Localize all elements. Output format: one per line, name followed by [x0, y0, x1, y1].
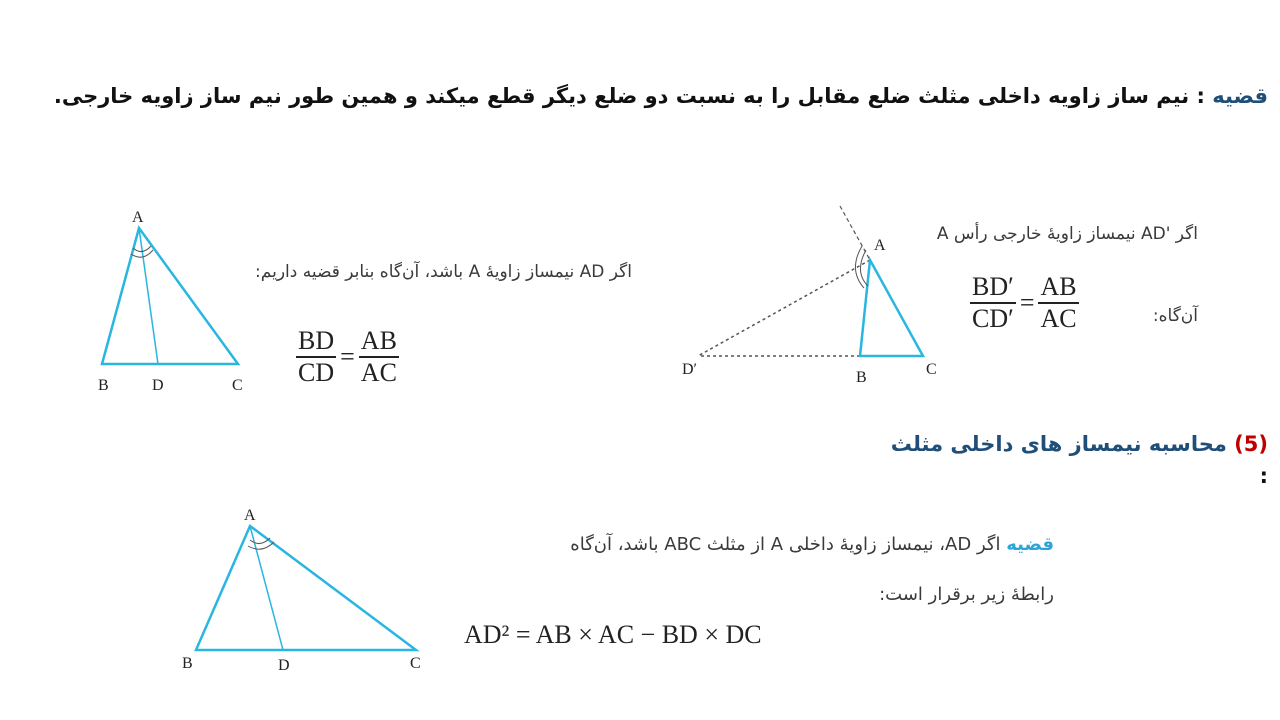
theorem-line-1-text: اگر AD، نیمساز زاویهٔ داخلی A از مثلث ABC باشد، آن‌گاه: [570, 534, 1001, 555]
label-c-ext: C: [926, 361, 937, 378]
label-c: C: [232, 377, 243, 394]
frac-den-cd-prime: CD′: [972, 304, 1014, 333]
equals-sign: =: [340, 342, 355, 371]
external-then: آن‌گاه:: [1152, 306, 1198, 326]
label-d-prime: D′: [682, 361, 698, 378]
label-a: A: [132, 209, 144, 226]
internal-ratio: [296, 326, 399, 388]
theorem-triangle-figure: [178, 500, 438, 690]
section-5-heading: [891, 428, 1268, 492]
theorem-panel: [178, 500, 1058, 690]
section-number: (5): [1234, 432, 1268, 456]
label-c-theorem: C: [410, 655, 421, 672]
frac-den-cd: CD: [298, 358, 335, 387]
theorem-line-2: رابطهٔ زیر برقرار است:: [879, 584, 1054, 605]
triangle-abc-theorem: [196, 526, 416, 650]
label-b-ext: B: [856, 369, 867, 386]
frac-num-bd: BD: [296, 326, 336, 358]
frac-den-ac: AC: [360, 358, 397, 387]
label-a-theorem: A: [244, 507, 256, 524]
frac-den-ac-ext: AC: [1040, 304, 1077, 333]
heading-colon: :: [1189, 84, 1213, 108]
theorem-heading: [18, 84, 1268, 108]
dotted-ad-prime: [698, 260, 870, 356]
theorem-term: قضیه: [1006, 534, 1054, 555]
internal-bisector-panel: [92, 200, 652, 400]
bisector-ad-theorem: [250, 526, 283, 650]
label-b: B: [98, 377, 109, 394]
external-sentence: اگر 'AD نیمساز زاویهٔ خارجی رأس A: [936, 224, 1198, 244]
label-d-theorem: D: [278, 657, 290, 674]
label-a-ext: A: [874, 237, 886, 254]
section-colon: :: [1259, 464, 1268, 488]
external-triangle-figure: [680, 198, 950, 398]
frac-num-ab-ext: AB: [1038, 272, 1078, 304]
equals-sign-ext: =: [1019, 288, 1035, 317]
theorem-line-1: [570, 534, 1054, 555]
heading-text: نیم ساز زاویه داخلی مثلث ضلع مقابل را به نسبت دو ضلع دیگر قطع میکند و همین طور نیم ساز زاویه خارجی.: [53, 84, 1190, 108]
internal-triangle-figure: [92, 200, 262, 400]
frac-num-bd-prime: BD′: [970, 272, 1016, 304]
external-ratio: [970, 272, 1079, 334]
theorem-formula: AD² = AB × AC − BD × DC: [464, 620, 762, 649]
label-d: D: [152, 377, 164, 394]
frac-num-ab: AB: [359, 326, 399, 358]
heading-term: قضیه: [1212, 84, 1268, 108]
triangle-abc: [102, 228, 238, 364]
internal-sentence: اگر AD نیمساز زاویهٔ A باشد، آن‌گاه بنابر قضیه داریم:: [255, 262, 632, 282]
external-bisector-panel: [680, 198, 1200, 398]
label-b-theorem: B: [182, 655, 193, 672]
section-title: محاسبه نیمساز های داخلی مثلث: [890, 432, 1227, 456]
triangle-abc-ext: [860, 260, 923, 356]
